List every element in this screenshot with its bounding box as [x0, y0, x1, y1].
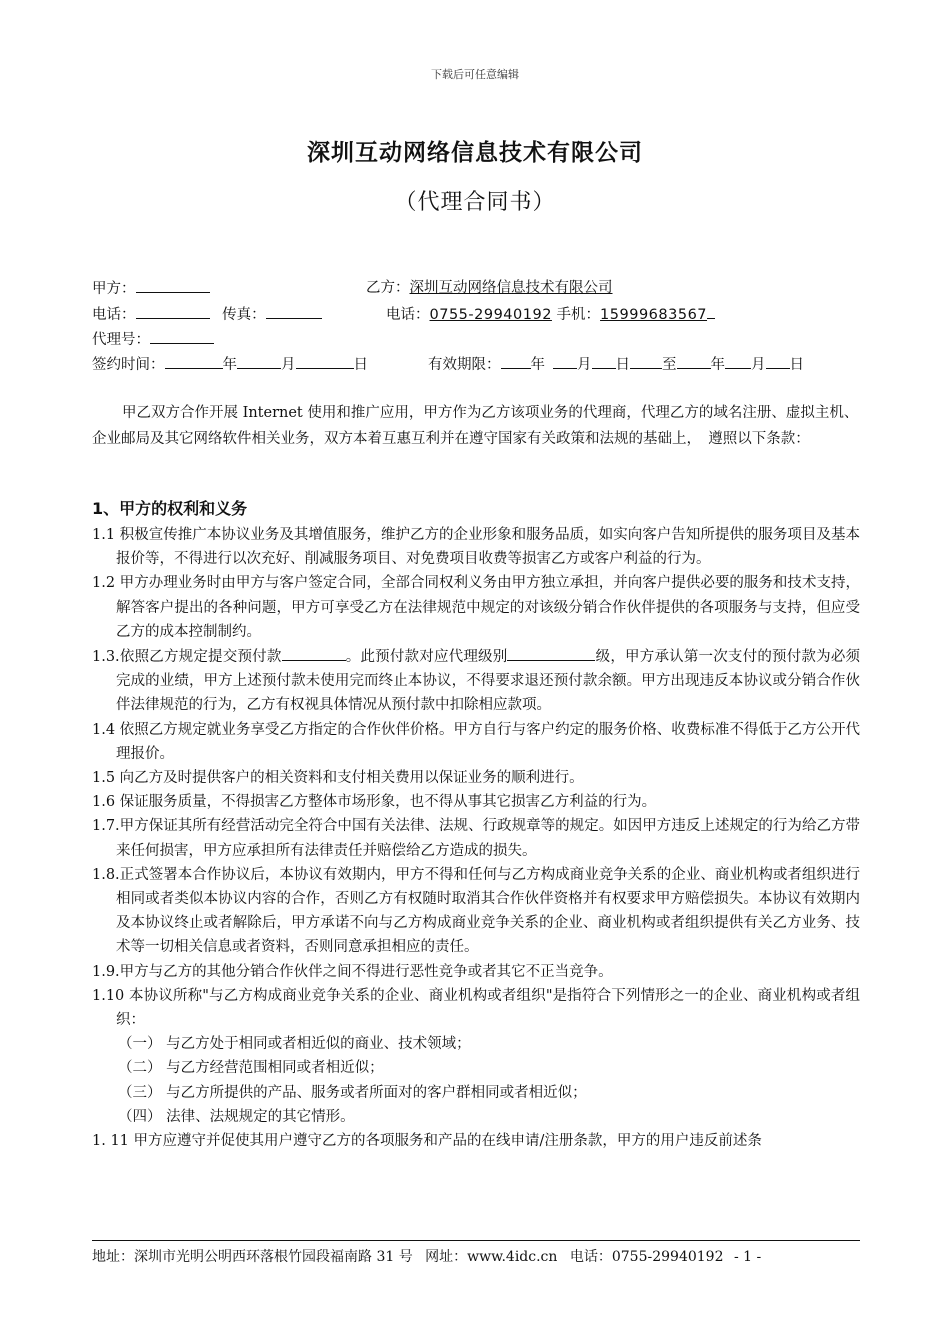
document-subtitle: （代理合同书） — [394, 190, 556, 215]
valid-from-day-unit: 日 — [615, 357, 630, 373]
sign-month-unit: 月 — [281, 357, 296, 373]
fax-blank — [266, 302, 322, 319]
mobile-value: 15999683567 — [600, 307, 708, 323]
footer-phone: 电话：0755-29940192 — [569, 1249, 724, 1265]
clause-1-7: 1.7.甲方保证其所有经营活动完全符合中国有关法律、法规、行政规章等的规定。如因甲方违反上述规定的行为给乙方带来任何损害，甲方应承担所有法律责任并赔偿给乙方造成的损失。 — [92, 818, 860, 859]
section-1-clauses — [92, 523, 860, 1153]
party-b-phone-value: 0755-29940192 — [429, 307, 552, 323]
party-a-blank — [136, 276, 210, 293]
sign-month-blank — [237, 352, 281, 369]
valid-from-year-blank — [501, 352, 531, 369]
valid-to-blank — [630, 352, 662, 369]
clause-1-6: 1.6 保证服务质量，不得损害乙方整体市场形象，也不得从事其它损害乙方利益的行为。 — [92, 794, 657, 811]
agent-no-row — [92, 327, 214, 349]
footer-divider — [92, 1240, 860, 1241]
clause-1-10-item-2: （二） 与乙方经营范围相同或者相近似； — [118, 1060, 384, 1077]
valid-to-day-blank — [766, 352, 790, 369]
party-b-name: 深圳互动网络信息技术有限公司 — [409, 280, 613, 296]
sign-day-unit: 日 — [353, 357, 368, 373]
document-title: 深圳互动网络信息技术有限公司 — [307, 140, 643, 166]
section-1-heading: 1、甲方的权利和义务 — [92, 499, 248, 518]
mobile-label: 手机： — [556, 307, 601, 323]
clause-1-10: 1.10 本协议所称"与乙方构成商业竞争关系的企业、商业机构或者组织"是指符合下列情形之一的企业、商业机构或者组织： — [92, 987, 860, 1029]
valid-to-month-unit: 月 — [751, 357, 766, 373]
valid-to-year-unit: 年 — [710, 357, 725, 373]
party-a-label: 甲方： — [92, 281, 136, 297]
valid-to-month-blank — [725, 352, 751, 369]
valid-from-month-unit: 月 — [577, 357, 592, 373]
page-number: - 1 - — [733, 1249, 762, 1265]
clause-1-11: 1. 11 甲方应遵守并促使其用户遵守乙方的各项服务和产品的在线申请/注册条款，甲方的用户违反前述条 — [92, 1133, 762, 1150]
fax-label: 传真： — [222, 307, 266, 323]
valid-from-year-unit: 年 — [530, 357, 545, 373]
intro-paragraph: 甲乙双方合作开展 Internet 使用和推广应用，甲方作为乙方该项业务的代理商，代理乙方的域名注册、虚拟主机、企业邮局及其它网络软件相关业务，双方本着互惠互利并在遵守国家有关政策和法规的基础上， 遵照以下条款： — [92, 405, 859, 447]
phone-fax-row — [92, 302, 322, 324]
header-note: 下载后可任意编辑 — [431, 68, 519, 81]
sign-year-unit: 年 — [222, 357, 237, 373]
clause-1-2: 1.2 甲方办理业务时由甲方与客户签定合同，全部合同权利义务由甲方独立承担，并向客户提供必要的服务和技术支持，解答客户提出的各种问题，甲方可享受乙方在法律规范中规定的对该级分销合作伙伴提供的各项服务与支持，但应受乙方的成本控制制约。 — [92, 575, 860, 640]
clause-1-10-item-3: （三） 与乙方所提供的产品、服务或者所面对的客户群相同或者相近似； — [118, 1084, 587, 1101]
sign-time-label: 签约时间： — [92, 357, 165, 373]
page-footer — [92, 1246, 761, 1266]
clause-1-10-item-4: （四） 法律、法规规定的其它情形。 — [118, 1108, 355, 1125]
clause-1-3-part-b: 。此预付款对应代理级别 — [345, 649, 508, 666]
prepayment-blank — [282, 644, 346, 661]
agent-no-blank — [150, 327, 214, 344]
mobile-underline-tail — [707, 302, 715, 319]
party-b-phone-label: 电话： — [386, 307, 430, 323]
valid-to-label: 至 — [662, 357, 677, 373]
phone-label: 电话： — [92, 307, 136, 323]
footer-address: 地址：深圳市光明公明西环落根竹园段福南路 31 号 — [92, 1249, 413, 1265]
clause-1-4: 1.4 依照乙方规定就业务享受乙方指定的合作伙伴价格。甲方自行与客户约定的服务价格、收费标准不得低于乙方公开代理报价。 — [92, 721, 860, 762]
party-b-contact-row — [386, 302, 715, 324]
phone-blank — [136, 302, 210, 319]
valid-to-year-blank — [677, 352, 711, 369]
valid-from-day-blank — [592, 352, 616, 369]
valid-from-month-blank — [553, 352, 577, 369]
clause-1-3-part-c: 级，甲方承认第一次支付的预付款为必须完成的业绩，甲方上述预付款未使用完而终止本协议，不得要求退还预付款余额。甲方出现违反本协议或分销合作伙伴法律规范的行为，乙方有权视具体情况从预付款中扣除相应款项。 — [116, 649, 861, 714]
party-b-row — [366, 276, 613, 297]
clause-1-1: 1.1 积极宣传推广本协议业务及其增值服务，维护乙方的企业形象和服务品质，如实向客户告知所提供的服务项目及基本报价等，不得进行以次充好、削减服务项目、对免费项目收费等损害乙方或客户利益的行为。 — [92, 527, 860, 568]
party-b-label: 乙方： — [366, 280, 410, 296]
clause-1-9: 1.9.甲方与乙方的其他分销合作伙伴之间不得进行恶性竞争或者其它不正当竞争。 — [92, 963, 613, 980]
clause-1-3 — [92, 644, 860, 718]
agent-no-label: 代理号： — [92, 332, 150, 348]
footer-website: 网址：www.4idc.cn — [425, 1249, 558, 1265]
validity-row — [428, 352, 804, 374]
party-a-row — [92, 276, 210, 298]
clause-1-5: 1.5 向乙方及时提供客户的相关资料和支付相关费用以保证业务的顺利进行。 — [92, 770, 584, 787]
sign-time-row — [92, 352, 368, 374]
sign-day-blank — [296, 352, 354, 369]
clause-1-8: 1.8.正式签署本合作协议后，本协议有效期内，甲方不得和任何与乙方构成商业竞争关系的企业、商业机构或者组织进行相同或者类似本协议内容的合作，否则乙方有权随时取消其合作伙伴资格并有权要求甲方赔偿损失。本协议有效期内及本协议终止或者解除后，甲方承诺不向与乙方构成商业竞争关系的企业、商业机构或者组织提供有关乙方业务、技术等一切相关信息或者资料，否则同意承担相应的责任。 — [92, 866, 860, 956]
clause-1-10-item-1: （一） 与乙方处于相同或者相近似的商业、技术领域； — [118, 1036, 471, 1053]
sign-year-blank — [165, 352, 223, 369]
clause-1-3-part-a: 1.3.依照乙方规定提交预付款 — [92, 649, 282, 666]
validity-label: 有效期限： — [428, 357, 501, 373]
valid-to-day-unit: 日 — [789, 357, 804, 373]
agent-level-blank — [507, 644, 595, 661]
